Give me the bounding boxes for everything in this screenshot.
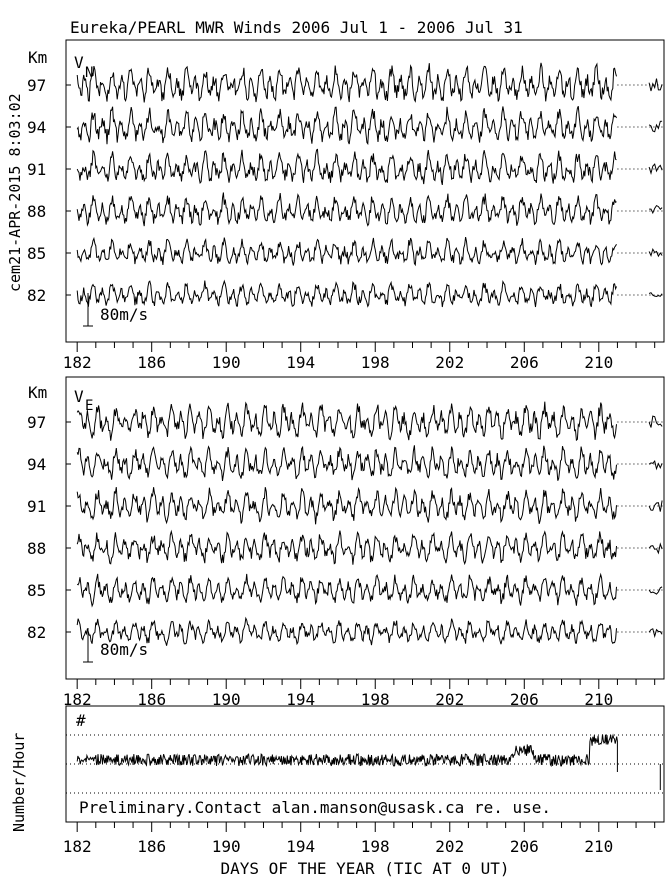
wind-series-tail: [649, 501, 662, 512]
y-tick-label: 91: [27, 497, 47, 516]
panel-vn-scale-label: 80m/s: [100, 305, 149, 324]
panel-ve-yticks: [27, 413, 71, 642]
x-tick-label: 202: [435, 353, 465, 372]
x-tick-label: 198: [360, 353, 390, 372]
x-tick-label: 190: [211, 837, 241, 856]
x-tick-label: 182: [62, 353, 92, 372]
wind-series-tail: [649, 206, 662, 213]
y-tick-label: 97: [27, 76, 47, 95]
wind-series-tail: [649, 587, 662, 594]
figure-title: Eureka/PEARL MWR Winds 2006 Jul 1 - 2006 Jul 31: [70, 18, 523, 37]
x-tick-label: 186: [137, 690, 167, 709]
x-tick-label: 182: [62, 690, 92, 709]
y-tick-label: 94: [27, 118, 47, 137]
x-tick-label: 206: [509, 837, 539, 856]
x-tick-label: 182: [62, 837, 92, 856]
y-tick-label: 91: [27, 160, 47, 179]
wind-series-82km: [77, 281, 616, 307]
wind-series-tail: [649, 249, 662, 256]
x-tick-label: 206: [509, 690, 539, 709]
wind-series-tail: [649, 544, 662, 553]
y-tick-label: 85: [27, 244, 47, 263]
panel-ve-unit-label: Km: [28, 383, 48, 402]
y-tick-label: 88: [27, 202, 47, 221]
panel-vn-sublabel: N: [85, 65, 94, 81]
x-tick-label: 210: [584, 690, 614, 709]
x-tick-label: 202: [435, 690, 465, 709]
wind-series-97km: [77, 63, 616, 103]
panel-ve-scale-label: 80m/s: [100, 640, 149, 659]
wind-series-tail: [649, 629, 662, 636]
x-tick-label: 198: [360, 690, 390, 709]
y-tick-label: 82: [27, 286, 47, 305]
wind-series-tail: [649, 164, 662, 173]
y-tick-label: 85: [27, 581, 47, 600]
panel-ve-xticks: [63, 679, 655, 709]
x-tick-label: 190: [211, 690, 241, 709]
panel-vn-series: [77, 63, 662, 307]
x-tick-label: 194: [286, 837, 316, 856]
wind-series-94km: [77, 106, 616, 144]
panel-vn-grid: [617, 85, 664, 295]
panel-vn-label: V: [74, 53, 84, 72]
wind-series-tail: [649, 416, 662, 427]
x-tick-label: 210: [584, 837, 614, 856]
panel-ve-series: [77, 402, 662, 646]
panel-ve-sublabel: E: [85, 398, 94, 414]
panel-ve-grid: [617, 422, 664, 632]
x-tick-label: 194: [286, 353, 316, 372]
notice-text: Preliminary.Contact alan.manson@usask.ca re. use.: [79, 798, 552, 817]
count-series: [77, 734, 617, 772]
wind-series-85km: [77, 237, 616, 265]
wind-series-85km: [77, 574, 616, 606]
panel-ve: [27, 377, 664, 709]
x-tick-label: 198: [360, 837, 390, 856]
wind-series-91km: [77, 149, 616, 185]
x-tick-label: 206: [509, 353, 539, 372]
wind-series-88km: [77, 193, 616, 227]
x-tick-label: 186: [137, 837, 167, 856]
x-tick-label: 202: [435, 837, 465, 856]
x-axis-label: DAYS OF THE YEAR (TIC AT 0 UT): [220, 859, 510, 877]
panel-vn: [27, 40, 664, 372]
wind-series-88km: [77, 531, 616, 565]
panel-count-xticks: [63, 822, 655, 856]
side-stamp: cem21-APR-2015 8:03:02: [6, 93, 24, 292]
y-tick-label: 97: [27, 413, 47, 432]
x-tick-label: 194: [286, 690, 316, 709]
wind-series-tail: [649, 461, 662, 469]
panel-vn-unit-label: Km: [28, 48, 48, 67]
panel-count-ylabel: Number/Hour: [10, 732, 28, 832]
y-tick-label: 82: [27, 623, 47, 642]
panel-count-label: #: [76, 711, 86, 730]
y-tick-label: 88: [27, 539, 47, 558]
wind-series-tail: [649, 121, 662, 132]
x-tick-label: 210: [584, 353, 614, 372]
wind-series-91km: [77, 487, 616, 524]
x-tick-label: 186: [137, 353, 167, 372]
panel-ve-label: V: [74, 387, 84, 406]
wind-series-tail: [649, 79, 662, 91]
panel-vn-xticks: [63, 342, 655, 372]
wind-series-82km: [77, 618, 616, 645]
wind-series-94km: [77, 445, 616, 481]
panel-count-series: [77, 734, 660, 790]
x-tick-label: 190: [211, 353, 241, 372]
wind-series-tail: [649, 293, 662, 297]
y-tick-label: 94: [27, 455, 47, 474]
panel-count: [10, 706, 664, 856]
panel-vn-yticks: [27, 76, 71, 305]
wind-series-97km: [77, 402, 616, 441]
